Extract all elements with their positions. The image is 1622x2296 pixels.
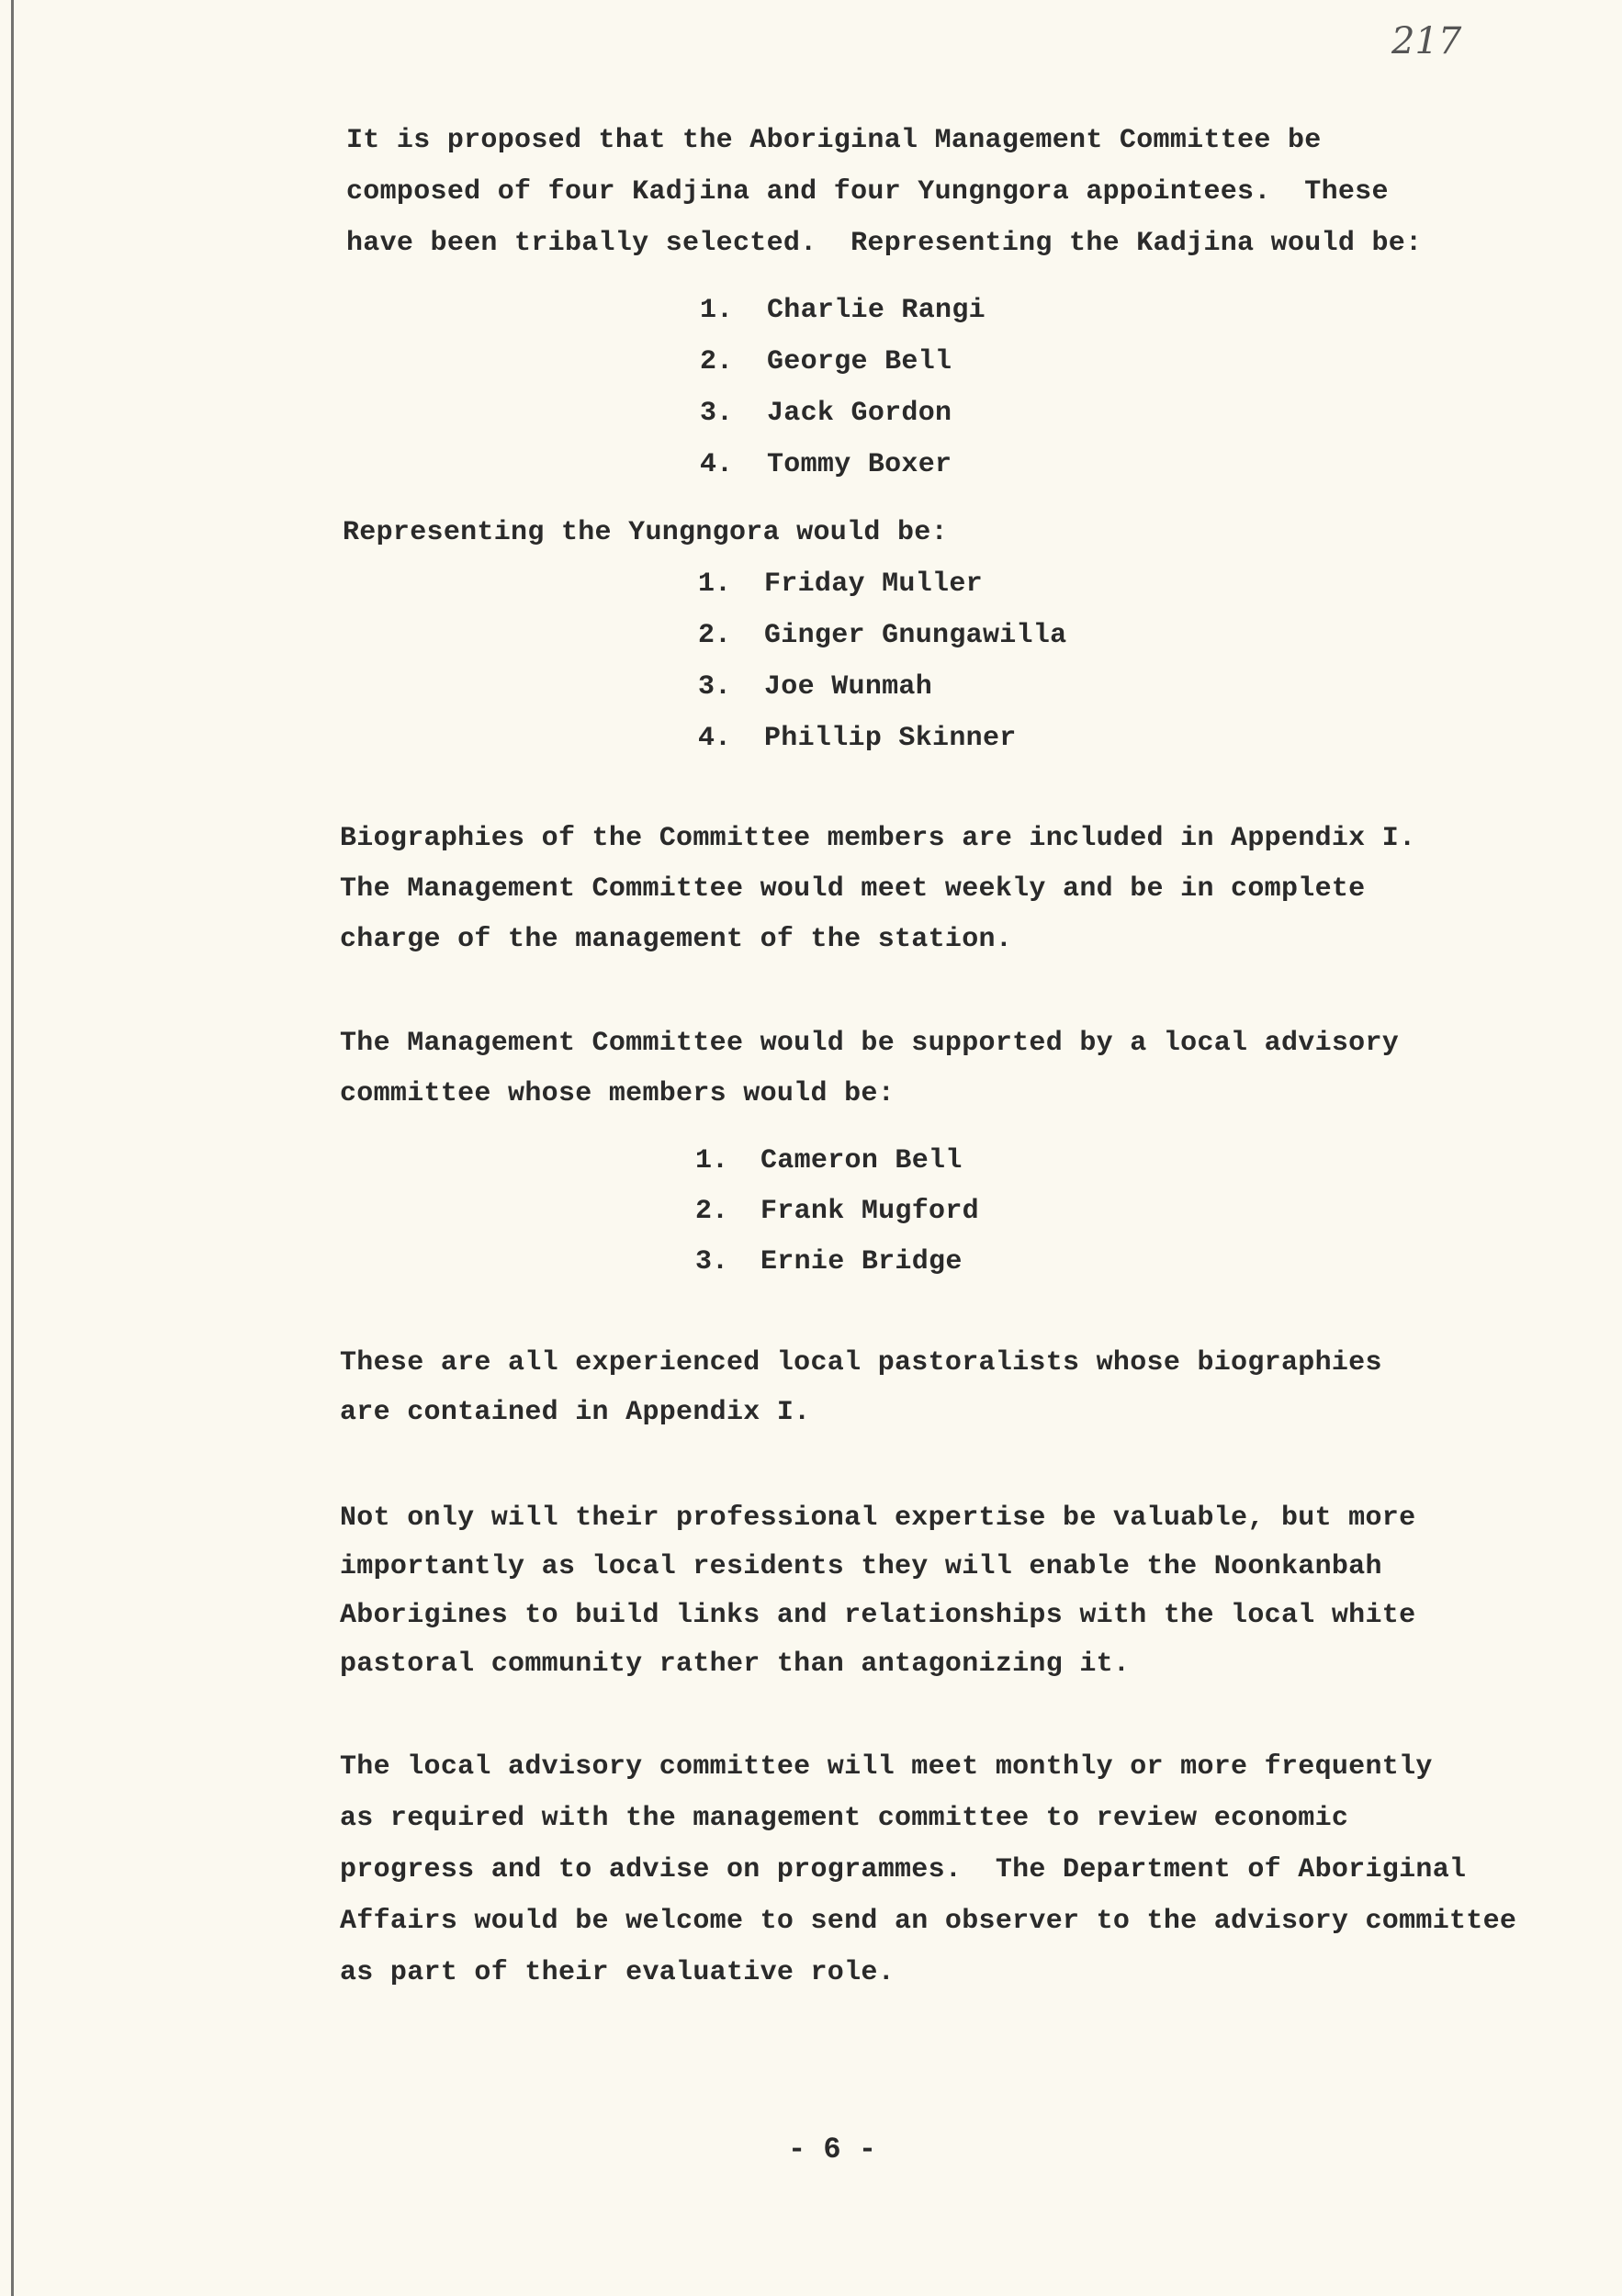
paragraph-line: as required with the management committee to review economic — [340, 1803, 1349, 1834]
member-name: Joe Wunmah — [764, 671, 933, 703]
paragraph-line: committee whose members would be: — [340, 1078, 895, 1109]
paragraph-line: importantly as local residents they will enable the Noonkanbah — [340, 1551, 1382, 1582]
member-name: Friday Muller — [764, 568, 983, 600]
member-name: Charlie Rangi — [767, 295, 986, 326]
list-number: 3. — [698, 671, 732, 703]
list-number: 1. — [698, 568, 732, 600]
paragraph-line: are contained in Appendix I. — [340, 1397, 811, 1428]
paragraph-line: pastoral community rather than antagonizing it. — [340, 1649, 1131, 1680]
page-number: - 6 - — [788, 2133, 877, 2167]
list-number: 3. — [695, 1246, 729, 1277]
paragraph-line: as part of their evaluative role. — [340, 1957, 895, 1988]
paragraph-line: Aborigines to build links and relationships with the local white — [340, 1600, 1416, 1631]
member-name: Cameron Bell — [760, 1145, 963, 1176]
paragraph-line: Affairs would be welcome to send an observer to the advisory committee — [340, 1906, 1517, 1937]
member-name: Ernie Bridge — [760, 1246, 963, 1277]
paragraph-line: These are all experienced local pastoralists whose biographies — [340, 1347, 1382, 1379]
margin-line — [11, 0, 14, 2296]
member-name: Ginger Gnungawilla — [764, 620, 1067, 651]
list-number: 2. — [700, 346, 734, 377]
member-name: Tommy Boxer — [767, 449, 952, 480]
paragraph-line: Not only will their professional expertise be valuable, but more — [340, 1503, 1416, 1534]
member-name: George Bell — [767, 346, 952, 377]
list-number: 4. — [700, 449, 734, 480]
list-number: 3. — [700, 398, 734, 429]
paragraph-line: have been tribally selected. Representing the Kadjina would be: — [346, 228, 1423, 259]
member-name: Jack Gordon — [767, 398, 952, 429]
paragraph-line: The Management Committee would be supported by a local advisory — [340, 1028, 1400, 1059]
paragraph-line: The Management Committee would meet weekly and be in complete — [340, 873, 1366, 905]
paragraph-line: Biographies of the Committee members are included in Appendix I. — [340, 823, 1416, 854]
list-number: 2. — [695, 1196, 729, 1227]
list-number: 4. — [698, 723, 732, 754]
paragraph-line: Representing the Yungngora would be: — [343, 517, 948, 548]
member-name: Phillip Skinner — [764, 723, 1017, 754]
member-name: Frank Mugford — [760, 1196, 979, 1227]
paragraph-line: composed of four Kadjina and four Yungngora appointees. These — [346, 176, 1389, 208]
paragraph-line: charge of the management of the station. — [340, 924, 1013, 955]
paragraph-line: It is proposed that the Aboriginal Management Committee be — [346, 125, 1322, 156]
list-number: 2. — [698, 620, 732, 651]
list-number: 1. — [700, 295, 734, 326]
paragraph-line: progress and to advise on programmes. The Department of Aboriginal — [340, 1854, 1467, 1885]
folio-number: 217 — [1391, 20, 1462, 62]
paragraph-line: The local advisory committee will meet monthly or more frequently — [340, 1751, 1433, 1783]
list-number: 1. — [695, 1145, 729, 1176]
